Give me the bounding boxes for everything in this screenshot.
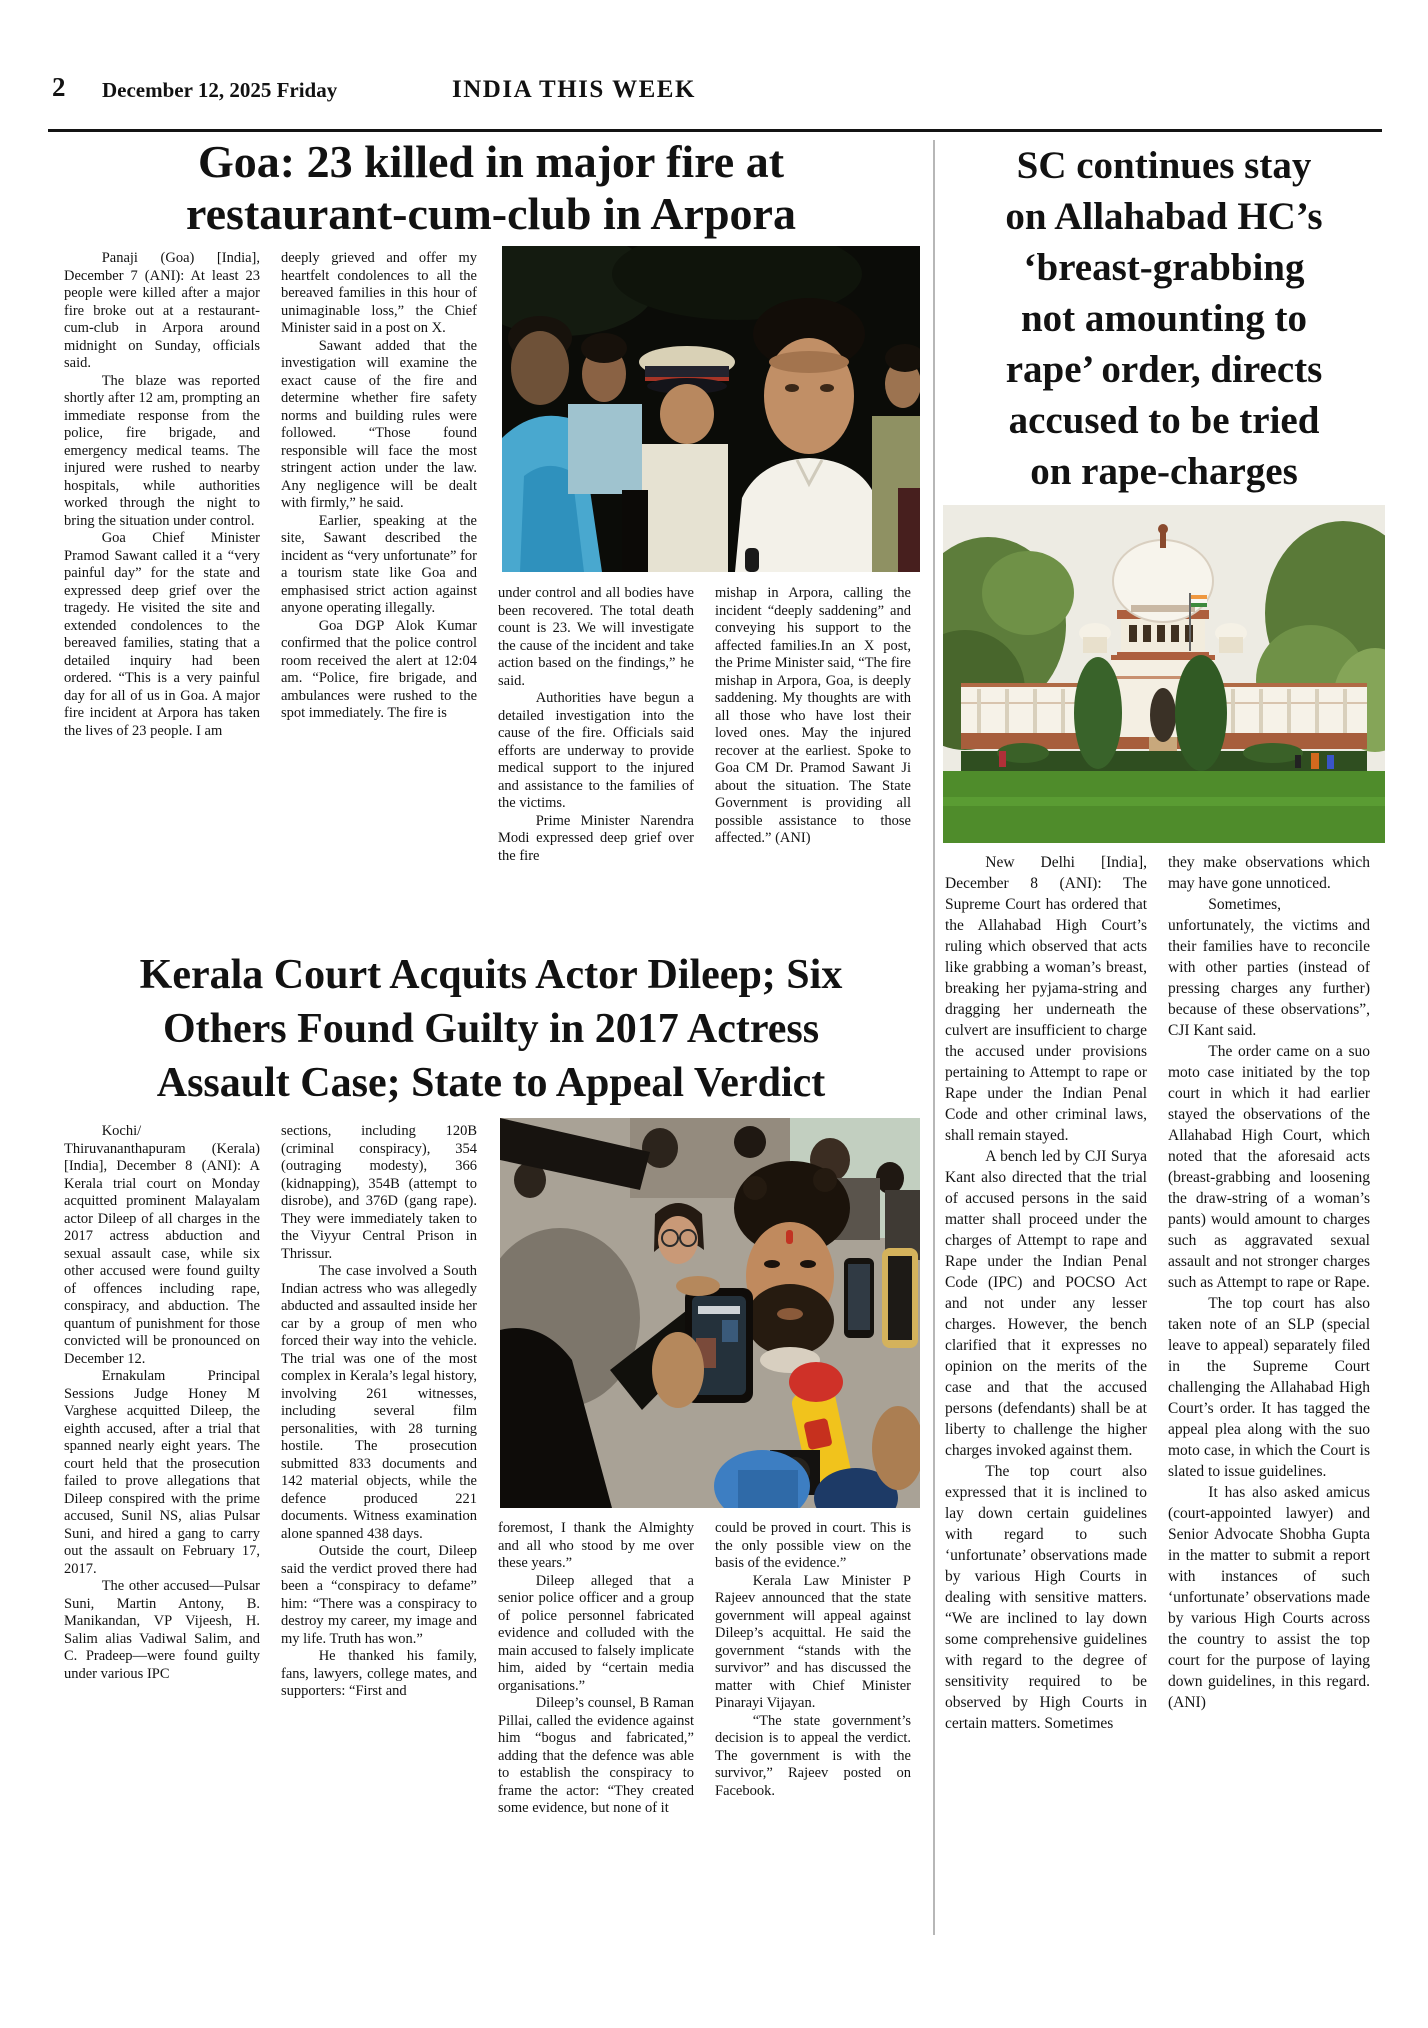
paragraph: The blaze was reported shortly after 12 am, prompting an immediate response from the police, fire brigade, and emergency medical teams. The injured were rushed to nearby hospitals, while authorities worked through the night to bring the situation under control.: [64, 372, 260, 529]
paragraph: on Allahabad HC’s: [1005, 195, 1323, 238]
header-rule: [48, 129, 1382, 132]
kerala-column-3: [498, 1520, 694, 1818]
paragraph: not amounting to: [1020, 297, 1308, 340]
paragraph: Others Found Guilty in 2017 Actress: [162, 1006, 820, 1052]
paragraph: Goa: 23 killed in major fire at: [197, 136, 785, 187]
paragraph: Outside the court, Dileep said the verdict proved there had been a “conspiracy to defame” him: “There was a conspiracy to destroy my career, my image and my life. Truth has won.”: [281, 1543, 477, 1647]
paragraph: A bench led by CJI Surya Kant also directed that the trial of accused persons in the said matter shall proceed under the charges of Attempt to rape and Rape under the Indian Penal Code (IPC) and POCSO Act and not under any lesser charges. However, the bench clarified that it expresses no opinion on the merits of the case and that the accused persons (defendants) shall be at liberty to challenge the higher charges invoked against them.: [945, 1148, 1147, 1459]
paragraph: accused to be tried: [1008, 399, 1320, 442]
sc-column-1: [945, 852, 1147, 1734]
paragraph: they make observations which may have gone unnoticed.: [1168, 854, 1370, 892]
paragraph: “The state government’s decision is to appeal the verdict. The government is with the survivor,” Rajeev posted on Facebook.: [715, 1712, 911, 1799]
paragraph: It has also asked amicus (court-appointed lawyer) and Senior Advocate Shobha Gupta in the matter to submit a report with instances of such ‘unfortunate’ observations made by various High Courts across the country to assist the top court for the purpose of laying down guidelines, in this regard. (ANI): [1168, 1484, 1370, 1711]
paragraph: sections, including 120B (criminal conspiracy), 354 (outraging modesty), 366 (kidnapping), 354B (attempt to disrobe), and 376D (gang rape). They were immediately taken to the Viyyur Central Prison in Thrissur.: [281, 1123, 477, 1262]
goa-column-2: [281, 250, 477, 723]
paragraph: The top court also expressed that it is inclined to lay down certain guidelines with regard to such ‘unfortunate’ observations made by various High Courts in dealing with sensitive matters. “We are inclined to lay down some comprehensive guidelines with regard to the degree of sensitivity required to be observed by High Courts in certain matters. Sometimes: [945, 1463, 1147, 1732]
goa-column-4: [715, 585, 911, 848]
paragraph: Goa DGP Alok Kumar confirmed that the police control room received the alert at 12:04 am. “Police, fire brigade, and ambulances were rushed to the spot immediately. The fire is: [281, 617, 477, 721]
kerala-column-2: [281, 1123, 477, 1701]
kerala-column-4: [715, 1520, 911, 1800]
topiary-tree: [1074, 657, 1122, 769]
topiary-tree: [1175, 655, 1227, 771]
supreme-court-photo: [943, 505, 1385, 843]
paragraph: could be proved in court. This is the only possible view on the basis of the evidence.”: [715, 1520, 911, 1571]
goa-column-3: [498, 585, 694, 865]
paragraph: The top court has also taken note of an SLP (special leave to appeal) separately filed in the Supreme Court challenging the Allahabad High Court’s order. It has tagged the appeal plea along with the suo moto case, in which the Court is slated to issue guidelines.: [1168, 1295, 1370, 1480]
paragraph: Dileep’s counsel, B Raman Pillai, called the evidence against him “bogus and fabricated,” adding that the defence was able to establish the conspiracy to frame the actor: “They created some evidence, but none of it: [498, 1695, 694, 1816]
paragraph: Authorities have begun a detailed investigation into the cause of the fire. Officials said efforts are underway to provide medical support to the injured and assistance to the families of the victims.: [498, 690, 694, 811]
paragraph: Sawant added that the investigation will examine the exact cause of the fire and determine whether fire safety norms and building rules were followed. “Those found responsible will face the most stringent action under the law. Any negligence will be dealt with firmly,” he said.: [281, 337, 477, 511]
masthead-title: INDIA THIS WEEK: [452, 76, 696, 103]
paragraph: Panaji (Goa) [India], December 7 (ANI): At least 23 people were killed after a major fire broke out at a restaurant-cum-club in Arpora around midnight on Sunday, officials said.: [64, 250, 260, 371]
paragraph: restaurant-cum-club in Arpora: [186, 188, 796, 239]
paragraph: Kerala Court Acquits Actor Dileep; Six: [139, 952, 843, 998]
paragraph: The order came on a suo moto case initiated by the top court in which it had earlier stayed the observations of the Allahabad High Court, which noted that the aforesaid acts (breast-grabbing and loosening the draw-string of a woman’s pants) would amount to charges such as aggravated sexual assault and not stronger charges such as Attempt to rape or Rape.: [1168, 1043, 1370, 1291]
paragraph: rape’ order, directs: [1005, 348, 1323, 391]
sc-column-2: [1168, 852, 1370, 1713]
paragraph: New Delhi [India], December 8 (ANI): The Supreme Court has ordered that the Allahabad High Court’s ruling which observed that acts like grabbing a woman’s breast, breaking her pyjama-string and dragging her underneath the culvert are insufficient to charge the accused under provisions pertaining to Attempt to rape or Rape under the Indian Penal Code and other criminal laws, shall remain stayed.: [945, 854, 1147, 1144]
kerala-article-headline: [48, 948, 934, 1110]
paragraph: Goa Chief Minister Pramod Sawant called it a “very painful day” for the state and expressed deep grief over the tragedy. He visited the site and extended condolences to the bereaved families, stating that a detailed inquiry had been ordered. “This is a very painful day for all of us in Goa. A major fire incident at Arpora has taken the lives of 23 people. I am: [64, 530, 260, 739]
lawn: [943, 771, 1385, 843]
paragraph: ‘breast-grabbing: [1023, 246, 1305, 289]
paragraph: foremost, I thank the Almighty and all who stood by me over these years.”: [498, 1520, 694, 1571]
paragraph: Kochi/ Thiruvananthapuram (Kerala) [India], December 8 (ANI): A Kerala trial court on Monday acquitted prominent Malayalam actor Dileep of all charges in the 2017 actress abduction and sexual assault case, while six other accused were found guilty of offences including rape, conspiracy, and abduction. The quantum of punishment for those convicted will be pronounced on December 12.: [64, 1123, 260, 1367]
page-number: 2: [52, 72, 66, 102]
goa-article-photo: [502, 246, 920, 572]
paragraph: Prime Minister Narendra Modi expressed deep grief over the fire: [498, 812, 694, 864]
kerala-column-1: [64, 1123, 260, 1683]
paragraph: The other accused—Pulsar Suni, Martin Antony, B. Manikandan, VP Vijeesh, H. Salim alias Vadiwal Salim, and C. Pradeep—were found guilty under various IPC: [64, 1578, 260, 1682]
paragraph: Earlier, speaking at the site, Sawant described the incident as “very unfortunate” for a tourism state like Goa and emphasised strict action against anyone operating illegally.: [281, 512, 477, 616]
page-date: December 12, 2025 Friday: [102, 78, 338, 102]
paragraph: Assault Case; State to Appeal Verdict: [156, 1060, 826, 1106]
paragraph: on rape-charges: [1030, 450, 1298, 493]
paragraph: He thanked his family, fans, lawyers, college mates, and supporters: “First and: [281, 1648, 477, 1699]
sc-article-headline: [943, 140, 1385, 497]
goa-column-1: [64, 250, 260, 740]
paragraph: Kerala Law Minister P Rajeev announced that the state government will appeal against Dileep’s acquittal. He said the government “stands with the survivor” and has discussed the matter with Chief Minister Pinarayi Vijayan.: [715, 1572, 911, 1711]
kerala-article-photo: [500, 1118, 920, 1508]
paragraph: Ernakulam Principal Sessions Judge Honey M Varghese acquitted Dileep, the eighth accused, after a trial that spanned nearly eight years. The court held that the prosecution failed to prove allegations that Dileep conspired with the prime accused, Sunil NS, alias Pulsar Suni, and hired a gang to carry out the assault on February 17, 2017.: [64, 1368, 260, 1577]
microphone: [745, 548, 759, 572]
paragraph: mishap in Arpora, calling the incident “deeply saddening” and conveying his support to the affected families.In an X post, the Prime Minister said, “The fire mishap in Arpora, Goa, is deeply saddening. My thoughts are with all those who have lost their loved ones. May the injured recover at the earliest. Spoke to Goa CM Dr. Pramod Sawant Ji about the situation. The State Government is providing all possible assistance to those affected.” (ANI): [715, 585, 911, 846]
paragraph: Dileep alleged that a senior police officer and a group of police personnel fabricated evidence and colluded with the main accused to falsely implicate him, aided by “certain media organisations.”: [498, 1572, 694, 1694]
paragraph: The case involved a South Indian actress who was allegedly abducted and assaulted inside her car by a group of men who forced their way into the vehicle. The trial was one of the most complex in Kerala’s legal history, involving 261 witnesses, including several film personalities, with 28 turning hostile. The prosecution submitted 833 documents and 142 material objects, while the defence produced 221 documents. Witness examination alone spanned 438 days.: [281, 1263, 477, 1542]
paragraph: deeply grieved and offer my heartfelt condolences to all the bereaved families in this hour of unimaginable loss,” the Chief Minister said in a post on X.: [281, 250, 477, 336]
paragraph: SC continues stay: [1016, 144, 1312, 187]
paragraph: Sometimes, unfortunately, the victims and their families have to reconcile with other parties (instead of pressing charges any further) because of these observations”, CJI Kant said.: [1168, 896, 1370, 1039]
goa-article-headline: [48, 136, 934, 240]
police-officer-cap: [639, 346, 735, 572]
paragraph: under control and all bodies have been recovered. The total death count is 23. We will investigate the cause of the incident and take action based on the findings,” he said.: [498, 585, 694, 689]
